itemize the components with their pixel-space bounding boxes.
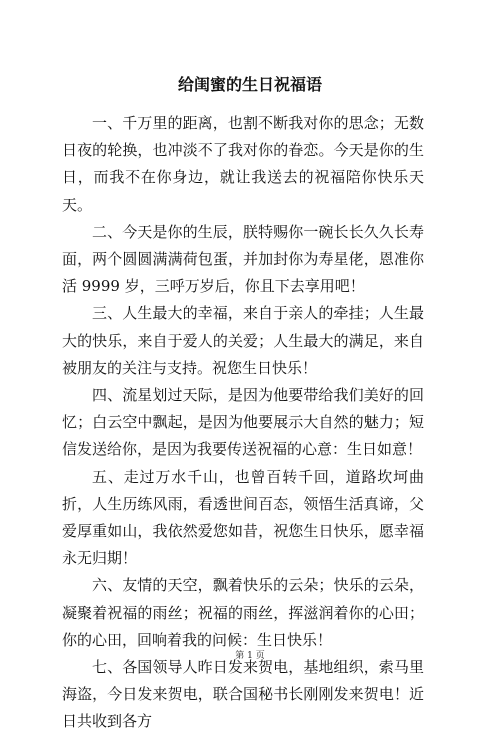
paragraph-7: 七、各国领导人昨日发来贺电，基地组织，索马里海盗，今日发来贺电，联合国秘书长刚刚发来贺电！近日共收到各方 [62, 658, 424, 731]
paragraph-3: 三、人生最大的幸福，来自于亲人的牵挂；人生最大的快乐，来自于爱人的关爱；人生最大的满足，来自被朋友的关注与支持。祝您生日快乐！ [62, 304, 424, 377]
paragraph-4: 四、流星划过天际，是因为他要带给我们美好的回忆；白云空中飘起，是因为他要展示大自然的魅力；短信发送给你，是因为我要传送祝福的心意：生日如意！ [62, 386, 424, 459]
document-body [62, 110, 424, 736]
paragraph-2: 二、今天是你的生辰，朕特赐你一碗长长久久长寿面，两个圆圆满满荷包蛋，并加封你为寿星佬，恩准你活 9999 岁，三呼万岁后，你且下去享用吧！ [62, 222, 424, 296]
page-number: 第 1 页 [235, 651, 265, 661]
paragraph-5: 五、走过万水千山，也曾百转千回，道路坎坷曲折，人生历练风雨，看透世间百态，领悟生活真谛，父爱厚重如山，我依然爱您如昔，祝您生日快乐，愿幸福永无归期！ [62, 467, 424, 568]
document-title: 给闺蜜的生日祝福语 [177, 75, 322, 94]
paragraph-1: 一、千万里的距离，也割不断我对你的思念；无数日夜的轮换，也冲淡不了我对你的眷恋。今天是你的生日，而我不在你身边，就让我送去的祝福陪你快乐天天。 [62, 114, 424, 214]
paragraph-6: 六、友情的天空，飘着快乐的云朵；快乐的云朵，凝聚着祝福的雨丝；祝福的雨丝，挥滋润着你的心田；你的心田，回响着我的问候：生日快乐！ [62, 576, 424, 649]
